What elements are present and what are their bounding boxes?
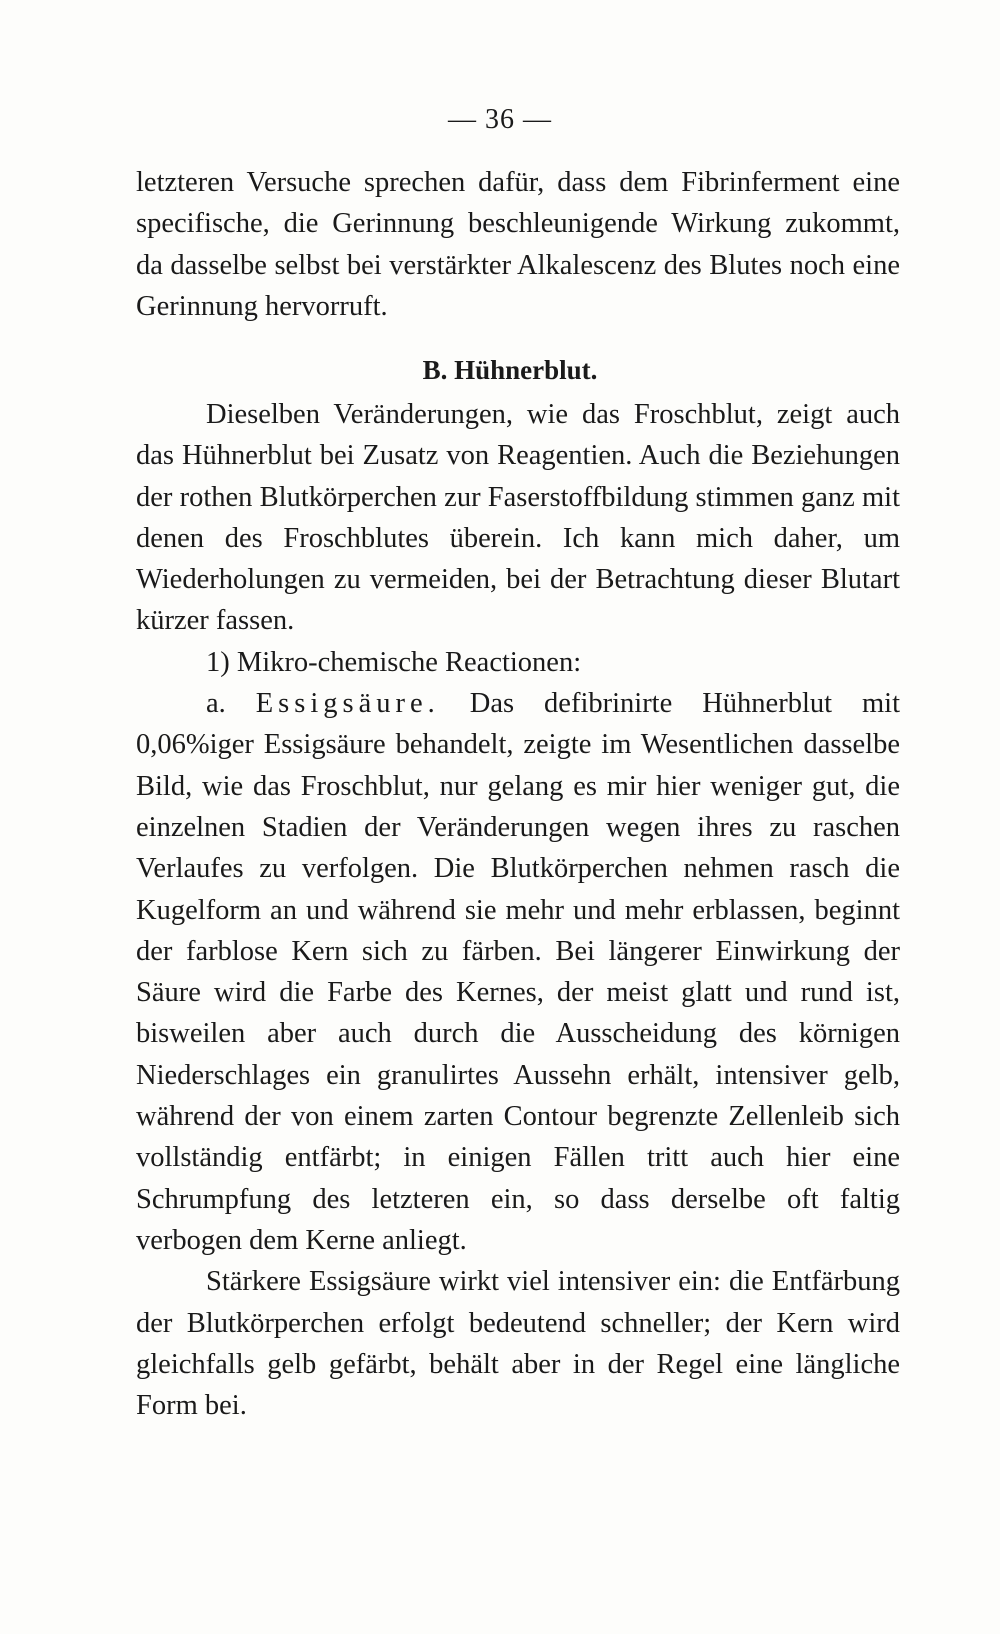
item-a-term: Essigsäure. <box>255 688 440 720</box>
paragraph-continuation <box>136 162 900 327</box>
item-a-text: Das defibrinirte Hühnerblut mit 0,06%iger Essigsäure behandelt, zeigte im Wesentlichen dasselbe Bild, wie das Froschblut, nur gelang es mir hier weniger gut, die einzelnen Stadien der Veränderungen wegen ihres zu raschen Verlaufes zu verfolgen. Die Blutkörperchen nehmen rasch die Kugelform an und während sie mehr und mehr erblassen, beginnt der farblose Kern sich zu färben. Bei längerer Einwirkung der Säure wird die Farbe des Kernes, der meist glatt und rund ist, bisweilen aber auch durch die Ausscheidung des körnigen Niederschlages ein granulirtes Aussehn erhält, intensiver gelb, während der von einem zarten Contour begrenzte Zellenleib sich vollständig entfärbt; in einigen Fällen tritt auch hier eine Schrumpfung des letzteren ein, so dass derselbe oft faltig verbogen dem Kerne anliegt. <box>136 688 901 1256</box>
list-heading: 1) Mikro-chemische Reactionen: <box>206 646 582 678</box>
paragraph-2: Dieselben Veränderungen, wie das Froschblut, zeigt auch das Hühnerblut bei Zusatz von Reagentien. Auch die Beziehungen der rothen Blutkörperchen zur Faserstoffbildung stimmen ganz mit denen des Froschblutes überein. Ich kann mich daher, um Wiederholungen zu vermeiden, bei der Betrachtung dieser Blutart kürzer fassen. <box>136 399 900 637</box>
paragraph-1: letzteren Versuche sprechen dafür, dass dem Fibrinferment eine specifische, die Gerinnung beschleunigende Wirkung zukommt, da dasselbe selbst bei verstärkter Alkalescenz des Blutes noch eine Gerinnung hervorruft. <box>136 167 900 322</box>
section-heading: B. Hühnerblut. <box>422 355 598 385</box>
paragraph-3: Stärkere Essigsäure wirkt viel intensiver ein: die Entfärbung der Blutkörperchen erfolgt bedeutend schneller; der Kern wird gleichfalls gelb gefärbt, behält aber in der Regel eine längliche Form bei. <box>136 1266 900 1422</box>
page-number: — 36 — <box>448 104 552 135</box>
item-a-paragraph <box>136 683 900 1261</box>
item-a-label: a. <box>206 688 226 720</box>
section-body <box>136 394 900 1426</box>
